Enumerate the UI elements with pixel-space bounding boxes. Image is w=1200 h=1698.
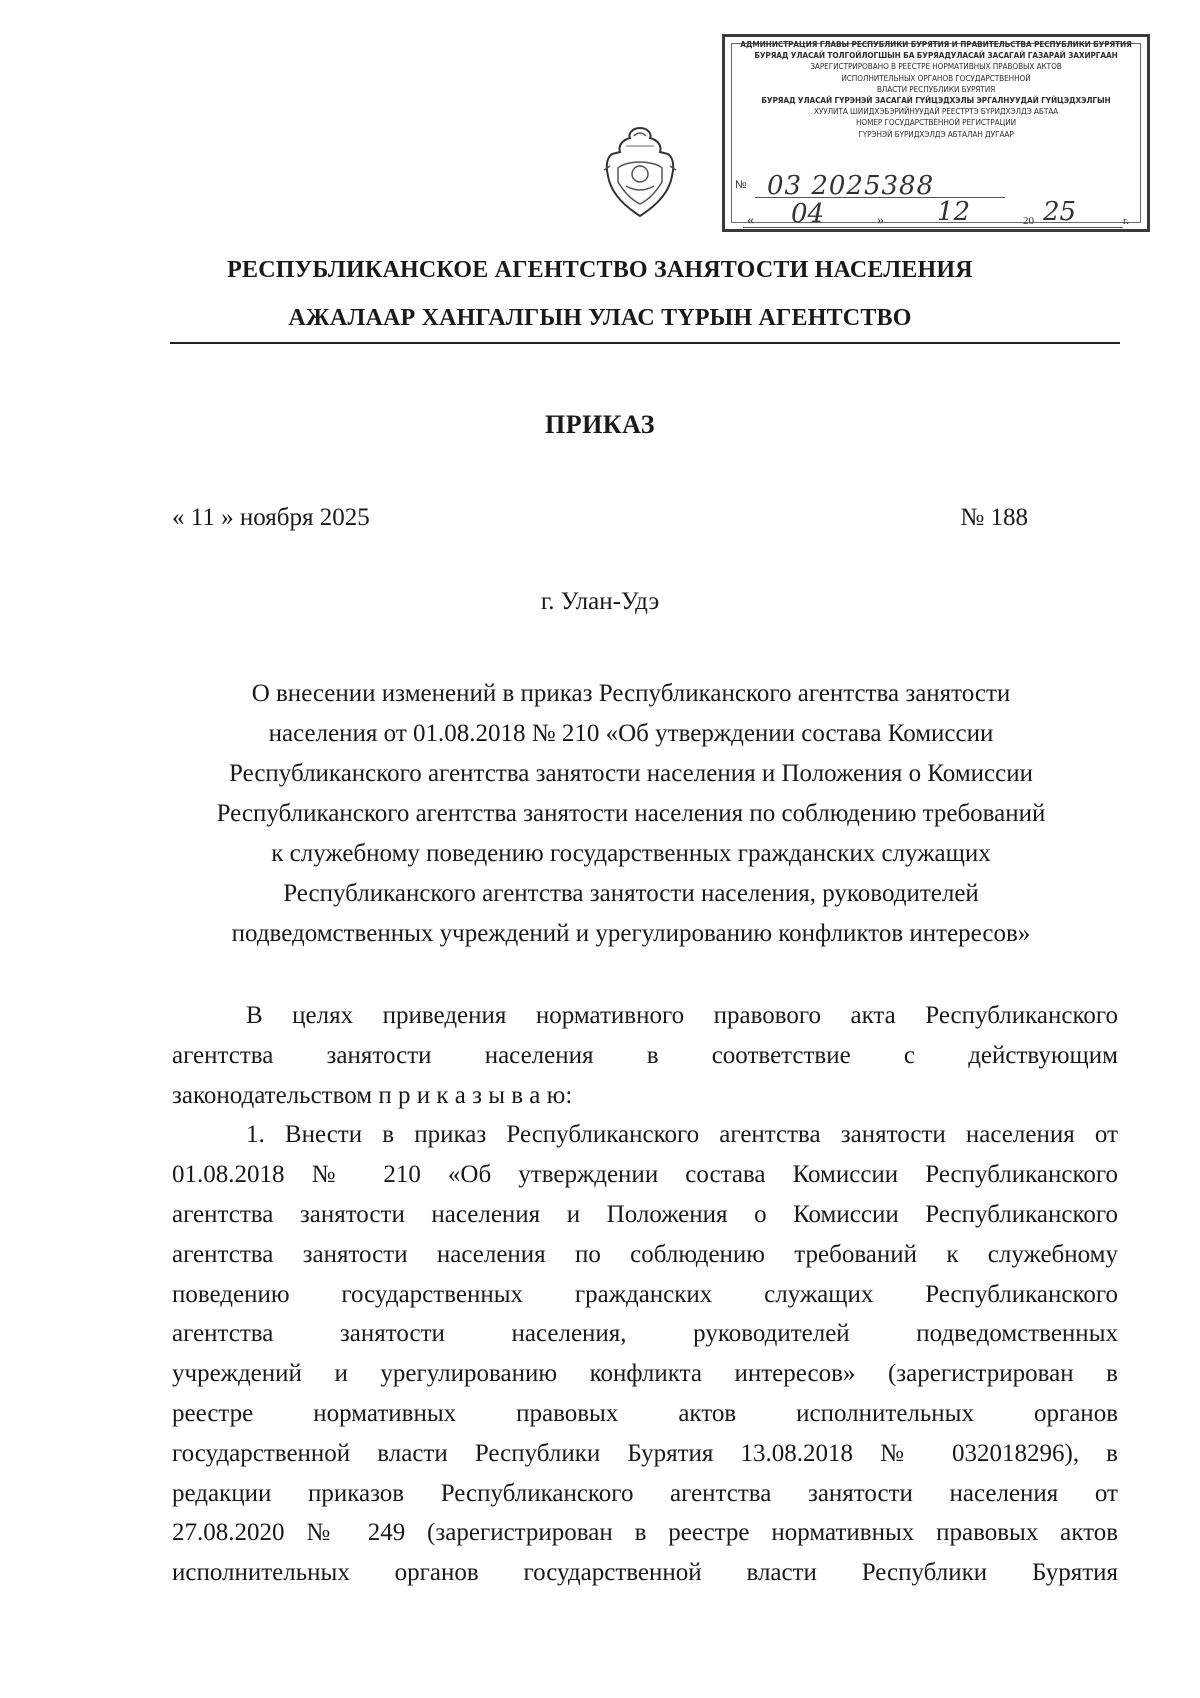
body-line: исполнительных органов государственной власти Республики Бурятия <box>172 1559 1118 1587</box>
body-line: агентства занятости населения и Положения о Комиссии Республиканского <box>172 1200 1118 1228</box>
stamp-number-prefix: № <box>735 179 747 191</box>
order-body <box>172 996 1118 1593</box>
body-line: государственной власти Республики Бурятия 13.08.2018 № 032018296), в <box>172 1439 1118 1467</box>
body-line: поведению государственных гражданских служащих Республиканского <box>172 1280 1118 1308</box>
body-line-last <box>172 1076 1118 1116</box>
order-city: г. Улан-Удэ <box>540 588 660 615</box>
stamp-line: БУРЯАД УЛАСАЙ ТОЛГОЙЛОГШЫН БА БУРЯАДУЛАСАЙ ЗАСАГАЙ ГАЗАРАЙ ЗАХИРГААН <box>754 50 1118 61</box>
subject-line: Республиканского агентства занятости населения, руководителей <box>283 880 979 907</box>
header-divider <box>170 342 1120 344</box>
stamp-date-underline <box>743 227 1123 228</box>
body-line: 1. Внести в приказ Республиканского агентства занятости населения от <box>246 1121 1118 1149</box>
coat-of-arms-icon <box>596 124 684 220</box>
order-directive: п р и к а з ы в а ю: <box>378 1081 573 1109</box>
stamp-line: ХУУЛИТА ШИИДХЭБЭРИЙНУУДАЙ РЕЕСТРТЭ БҮРИДХЭЛДЭ АБТАА <box>813 106 1059 117</box>
page-title: ПРИКАЗ <box>544 410 656 439</box>
stamp-line: НОМЕР ГОСУДАРСТВЕННОЙ РЕГИСТРАЦИИ <box>855 117 1017 128</box>
body-line: 27.08.2020 № 249 (зарегистрирован в реестре нормативных правовых актов <box>172 1519 1118 1547</box>
stamp-day: 04 <box>791 199 825 229</box>
agency-name-russian: РЕСПУБЛИКАНСКОЕ АГЕНТСТВО ЗАНЯТОСТИ НАСЕЛЕНИЯ <box>227 257 973 283</box>
body-line: учреждений и урегулированию конфликта интересов» (зарегистрирован в <box>172 1360 1118 1388</box>
body-line: агентства занятости населения по соблюдению требований к служебному <box>172 1240 1118 1268</box>
body-text: законодательством <box>172 1081 373 1109</box>
agency-name-buryat: АЖАЛААР ХАНГАЛГЫН УЛАС ТҮРЫН АГЕНТСТВО <box>288 305 912 331</box>
body-line: агентства занятости населения в соответствие с действующим <box>172 1041 1118 1069</box>
stamp-year-prefix: 20 <box>1023 215 1034 227</box>
stamp-quote-close: » <box>877 213 884 228</box>
subject-line: подведомственных учреждений и урегулированию конфликтов интересов» <box>231 920 1031 947</box>
stamp-month: 12 <box>937 197 971 227</box>
stamp-line: АДМИНИСТРАЦИЯ ГЛАВЫ РЕСПУБЛИКИ БУРЯТИЯ И ПРАВИТЕЛЬСТВА РЕСПУБЛИКИ БУРЯТИЯ <box>740 39 1132 49</box>
stamp-line: ГҮРЭНЭЙ БҮРИДХЭЛДЭ АБТАЛАН ДУГААР <box>858 128 1014 139</box>
stamp-text <box>725 39 1147 140</box>
stamp-year-suffix: г. <box>1123 215 1130 227</box>
body-line: реестре нормативных правовых актов исполнительных органов <box>172 1399 1118 1427</box>
stamp-line: ЗАРЕГИСТРИРОВАНО В РЕЕСТРЕ НОРМАТИВНЫХ ПРАВОВЫХ АКТОВ <box>810 61 1062 72</box>
stamp-year: 25 <box>1043 197 1077 227</box>
order-subject <box>150 674 1112 954</box>
order-number: № 188 <box>960 504 1028 531</box>
stamp-line: ВЛАСТИ РЕСПУБЛИКИ БУРЯТИЯ <box>876 83 996 94</box>
body-line: В целях приведения нормативного правового акта Республиканского <box>246 1002 1118 1029</box>
body-line: 01.08.2018 № 210 «Об утверждении состава Комиссии Республиканского <box>172 1161 1118 1189</box>
body-line: редакции приказов Республиканского агентства занятости населения от <box>172 1479 1118 1507</box>
subject-line: к служебному поведению государственных гражданских служащих <box>271 840 991 867</box>
registration-stamp <box>722 34 1150 232</box>
stamp-line: БУРЯАД УЛАСАЙ ГҮРЭНЭЙ ЗАСАГАЙ ГҮЙЦЭДХЭЛЫ ЭРГАЛНУУДАЙ ГҮЙЦЭДХЭЛГЫН <box>761 95 1111 106</box>
order-date: « 11 » ноября 2025 <box>172 504 370 531</box>
stamp-registration-number: 03 2025388 <box>767 171 935 201</box>
subject-line: Республиканского агентства занятости населения по соблюдению требований <box>216 800 1046 827</box>
subject-line: Республиканского агентства занятости населения и Положения о Комиссии <box>229 760 1033 787</box>
body-line: агентства занятости населения, руководителей подведомственных <box>172 1320 1118 1348</box>
subject-line: О внесении изменений в приказ Республиканского агентства занятости <box>251 680 1011 707</box>
subject-line: населения от 01.08.2018 № 210 «Об утверждении состава Комиссии <box>268 720 994 747</box>
stamp-line: ИСПОЛНИТЕЛЬНЫХ ОРГАНОВ ГОСУДАРСТВЕННОЙ <box>841 72 1031 83</box>
stamp-quote-open: « <box>747 213 754 228</box>
